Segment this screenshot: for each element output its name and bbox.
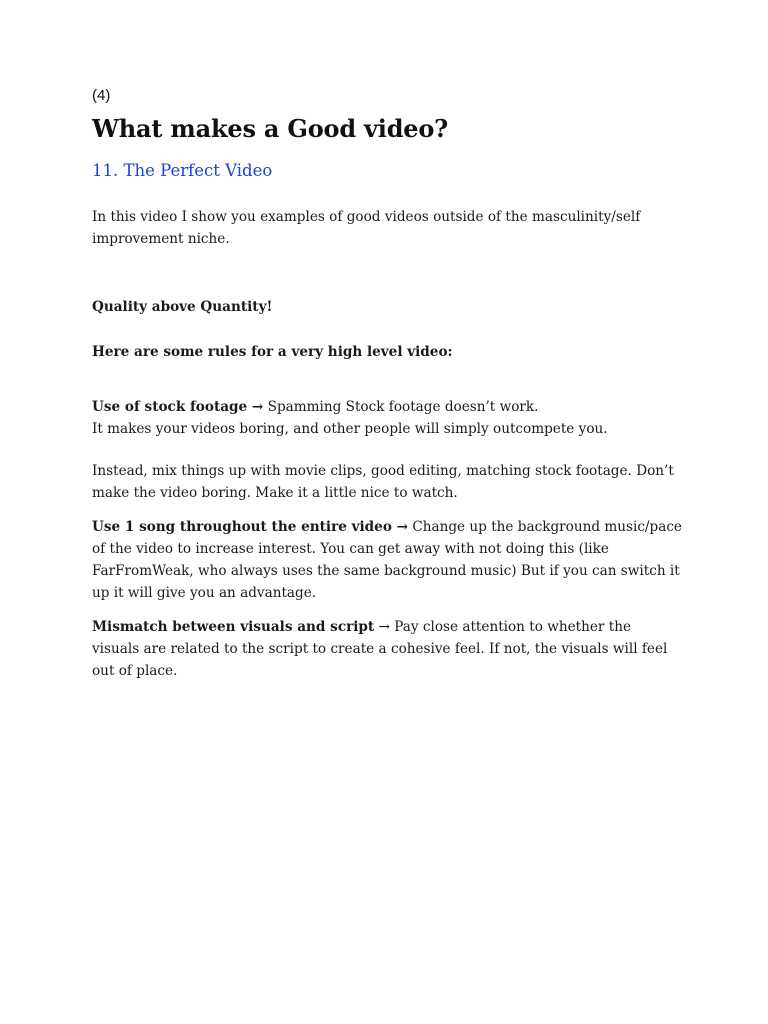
mismatch-rule-text: → Pay close attention to whether the visuals are related to the script to create a cohesive feel. If not, the visuals will feel out of place. xyxy=(92,619,668,679)
instead-paragraph: Instead, mix things up with movie clips, good editing, matching stock footage. Don’t make the video boring. Make it a little nice to watch. xyxy=(92,463,674,501)
section-subtitle: 11. The Perfect Video xyxy=(92,161,273,180)
stock-footage-line2: It makes your videos boring, and other people will simply outcompete you. xyxy=(92,421,608,437)
stock-footage-rule xyxy=(92,396,682,440)
page-title: What makes a Good video? xyxy=(92,114,449,143)
intro-paragraph: In this video I show you examples of good videos outside of the masculinity/self improvement niche. xyxy=(92,209,641,247)
stock-footage-text: Spamming Stock footage doesn’t work. xyxy=(263,399,539,415)
stock-footage-lead: Use of stock footage → xyxy=(92,399,264,415)
mismatch-rule xyxy=(92,616,682,682)
song-rule-text: Change up the background music/pace of the video to increase interest. You can get away with not doing this (like FarFromWeak, who always uses the same background music) But if you can switch it up it will give you an advantage. xyxy=(92,519,682,601)
song-rule-lead: Use 1 song throughout the entire video → xyxy=(92,519,409,535)
quality-heading: Quality above Quantity! xyxy=(92,299,273,315)
section-marker: (4) xyxy=(92,87,111,104)
mismatch-rule-lead: Mismatch between visuals and script xyxy=(92,619,375,635)
song-rule xyxy=(92,516,682,604)
rules-intro: Here are some rules for a very high level video: xyxy=(92,344,453,360)
